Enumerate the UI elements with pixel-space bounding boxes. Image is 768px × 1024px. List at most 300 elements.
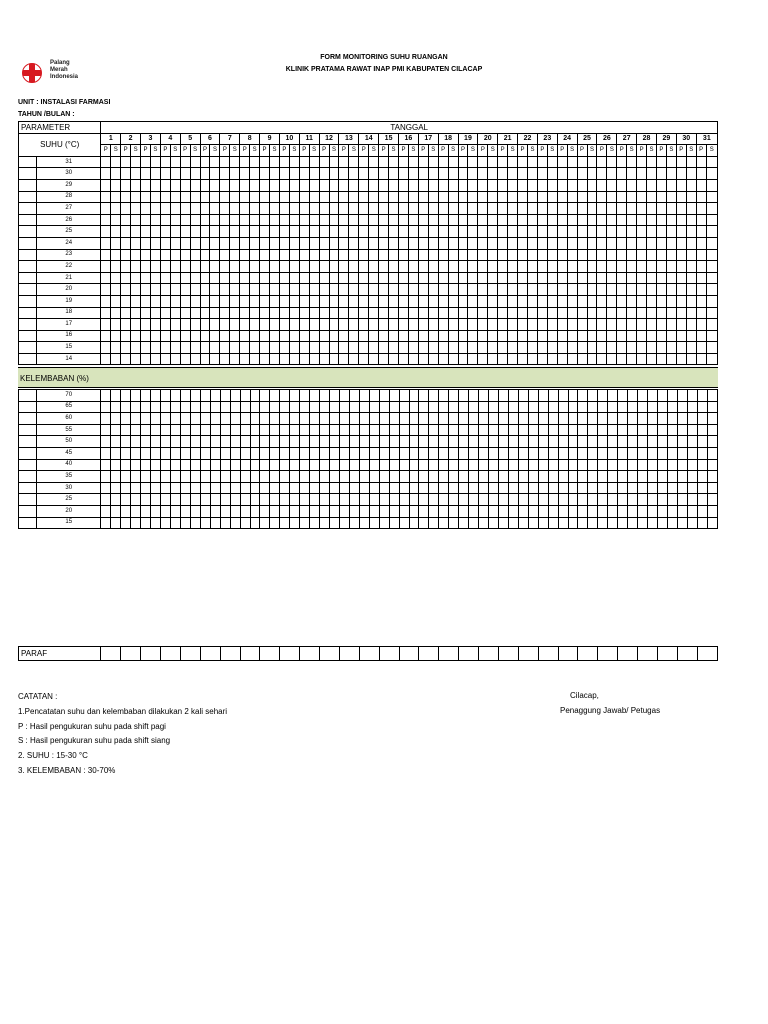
entry-cell[interactable]: [121, 179, 131, 191]
entry-cell[interactable]: [310, 482, 320, 494]
entry-cell[interactable]: [448, 191, 458, 203]
entry-cell[interactable]: [170, 203, 180, 215]
entry-cell[interactable]: [150, 295, 160, 307]
entry-cell[interactable]: [568, 482, 578, 494]
entry-cell[interactable]: [528, 517, 538, 529]
entry-cell[interactable]: [101, 226, 111, 238]
entry-cell[interactable]: [607, 214, 617, 226]
entry-cell[interactable]: [349, 482, 359, 494]
entry-cell[interactable]: [408, 249, 418, 261]
entry-cell[interactable]: [618, 390, 628, 402]
entry-cell[interactable]: [200, 226, 210, 238]
entry-cell[interactable]: [696, 295, 706, 307]
entry-cell[interactable]: [428, 203, 438, 215]
entry-cell[interactable]: [627, 319, 637, 331]
entry-cell[interactable]: [150, 307, 160, 319]
entry-cell[interactable]: [399, 191, 409, 203]
entry-cell[interactable]: [329, 272, 339, 284]
entry-cell[interactable]: [518, 353, 528, 365]
entry-cell[interactable]: [448, 179, 458, 191]
entry-cell[interactable]: [369, 214, 379, 226]
entry-cell[interactable]: [369, 436, 379, 448]
entry-cell[interactable]: [578, 401, 588, 413]
entry-cell[interactable]: [408, 261, 418, 273]
entry-cell[interactable]: [300, 471, 310, 483]
paraf-cell[interactable]: [578, 647, 598, 661]
entry-cell[interactable]: [657, 471, 667, 483]
entry-cell[interactable]: [408, 214, 418, 226]
entry-cell[interactable]: [498, 471, 508, 483]
entry-cell[interactable]: [369, 261, 379, 273]
entry-cell[interactable]: [171, 494, 181, 506]
entry-cell[interactable]: [587, 237, 597, 249]
entry-cell[interactable]: [429, 517, 439, 529]
entry-cell[interactable]: [677, 447, 687, 459]
entry-cell[interactable]: [429, 471, 439, 483]
entry-cell[interactable]: [339, 249, 349, 261]
entry-cell[interactable]: [101, 307, 111, 319]
entry-cell[interactable]: [617, 179, 627, 191]
entry-cell[interactable]: [330, 471, 340, 483]
paraf-cell[interactable]: [419, 647, 439, 661]
entry-cell[interactable]: [638, 482, 648, 494]
entry-cell[interactable]: [508, 261, 518, 273]
entry-cell[interactable]: [408, 272, 418, 284]
entry-cell[interactable]: [568, 459, 578, 471]
entry-cell[interactable]: [250, 459, 260, 471]
entry-cell[interactable]: [608, 436, 618, 448]
entry-cell[interactable]: [240, 471, 250, 483]
entry-cell[interactable]: [230, 424, 240, 436]
entry-cell[interactable]: [369, 295, 379, 307]
entry-cell[interactable]: [527, 319, 537, 331]
entry-cell[interactable]: [240, 214, 250, 226]
entry-cell[interactable]: [588, 424, 598, 436]
entry-cell[interactable]: [190, 342, 200, 354]
entry-cell[interactable]: [121, 307, 131, 319]
entry-cell[interactable]: [190, 226, 200, 238]
entry-cell[interactable]: [141, 447, 151, 459]
entry-cell[interactable]: [170, 272, 180, 284]
entry-cell[interactable]: [330, 505, 340, 517]
entry-cell[interactable]: [151, 471, 161, 483]
entry-cell[interactable]: [707, 459, 717, 471]
entry-cell[interactable]: [409, 401, 419, 413]
entry-cell[interactable]: [666, 203, 676, 215]
entry-cell[interactable]: [180, 226, 190, 238]
entry-cell[interactable]: [399, 471, 409, 483]
entry-cell[interactable]: [627, 249, 637, 261]
entry-cell[interactable]: [567, 284, 577, 296]
entry-cell[interactable]: [190, 353, 200, 365]
entry-cell[interactable]: [617, 168, 627, 180]
entry-cell[interactable]: [686, 156, 696, 168]
entry-cell[interactable]: [151, 390, 161, 402]
entry-cell[interactable]: [707, 517, 717, 529]
entry-cell[interactable]: [270, 494, 280, 506]
entry-cell[interactable]: [389, 214, 399, 226]
entry-cell[interactable]: [330, 424, 340, 436]
entry-cell[interactable]: [479, 505, 489, 517]
entry-cell[interactable]: [567, 330, 577, 342]
entry-cell[interactable]: [459, 424, 469, 436]
entry-cell[interactable]: [121, 319, 131, 331]
entry-cell[interactable]: [141, 156, 151, 168]
entry-cell[interactable]: [339, 295, 349, 307]
entry-cell[interactable]: [418, 214, 428, 226]
entry-cell[interactable]: [160, 226, 170, 238]
entry-cell[interactable]: [479, 413, 489, 425]
entry-cell[interactable]: [597, 168, 607, 180]
entry-cell[interactable]: [270, 249, 280, 261]
entry-cell[interactable]: [557, 284, 567, 296]
entry-cell[interactable]: [696, 168, 706, 180]
entry-cell[interactable]: [270, 156, 280, 168]
entry-cell[interactable]: [369, 505, 379, 517]
entry-cell[interactable]: [379, 342, 389, 354]
entry-cell[interactable]: [627, 284, 637, 296]
entry-cell[interactable]: [479, 447, 489, 459]
entry-cell[interactable]: [121, 413, 131, 425]
entry-cell[interactable]: [438, 295, 448, 307]
entry-cell[interactable]: [299, 203, 309, 215]
entry-cell[interactable]: [697, 447, 707, 459]
entry-cell[interactable]: [687, 459, 697, 471]
entry-cell[interactable]: [101, 168, 111, 180]
entry-cell[interactable]: [260, 424, 270, 436]
entry-cell[interactable]: [339, 179, 349, 191]
entry-cell[interactable]: [290, 482, 300, 494]
entry-cell[interactable]: [329, 342, 339, 354]
entry-cell[interactable]: [250, 191, 260, 203]
entry-cell[interactable]: [111, 342, 121, 354]
entry-cell[interactable]: [150, 203, 160, 215]
entry-cell[interactable]: [220, 284, 230, 296]
entry-cell[interactable]: [389, 156, 399, 168]
entry-cell[interactable]: [676, 295, 686, 307]
entry-cell[interactable]: [468, 179, 478, 191]
entry-cell[interactable]: [627, 342, 637, 354]
entry-cell[interactable]: [607, 203, 617, 215]
entry-cell[interactable]: [359, 237, 369, 249]
entry-cell[interactable]: [677, 482, 687, 494]
entry-cell[interactable]: [230, 226, 240, 238]
entry-cell[interactable]: [379, 307, 389, 319]
entry-cell[interactable]: [627, 307, 637, 319]
entry-cell[interactable]: [617, 353, 627, 365]
entry-cell[interactable]: [161, 401, 171, 413]
entry-cell[interactable]: [279, 330, 289, 342]
entry-cell[interactable]: [250, 307, 260, 319]
entry-cell[interactable]: [171, 471, 181, 483]
entry-cell[interactable]: [369, 179, 379, 191]
entry-cell[interactable]: [230, 237, 240, 249]
entry-cell[interactable]: [706, 203, 717, 215]
entry-cell[interactable]: [260, 517, 270, 529]
entry-cell[interactable]: [399, 482, 409, 494]
entry-cell[interactable]: [240, 424, 250, 436]
entry-cell[interactable]: [448, 342, 458, 354]
entry-cell[interactable]: [290, 390, 300, 402]
entry-cell[interactable]: [200, 459, 210, 471]
entry-cell[interactable]: [250, 284, 260, 296]
entry-cell[interactable]: [557, 353, 567, 365]
entry-cell[interactable]: [567, 295, 577, 307]
entry-cell[interactable]: [518, 214, 528, 226]
entry-cell[interactable]: [429, 424, 439, 436]
entry-cell[interactable]: [637, 330, 647, 342]
entry-cell[interactable]: [389, 401, 399, 413]
entry-cell[interactable]: [369, 307, 379, 319]
entry-cell[interactable]: [676, 272, 686, 284]
entry-cell[interactable]: [190, 517, 200, 529]
entry-cell[interactable]: [489, 459, 499, 471]
entry-cell[interactable]: [319, 179, 329, 191]
entry-cell[interactable]: [220, 353, 230, 365]
entry-cell[interactable]: [528, 401, 538, 413]
entry-cell[interactable]: [468, 261, 478, 273]
entry-cell[interactable]: [647, 214, 657, 226]
entry-cell[interactable]: [299, 191, 309, 203]
entry-cell[interactable]: [299, 249, 309, 261]
entry-cell[interactable]: [548, 390, 558, 402]
entry-cell[interactable]: [250, 401, 260, 413]
entry-cell[interactable]: [300, 459, 310, 471]
entry-cell[interactable]: [379, 494, 389, 506]
entry-cell[interactable]: [299, 307, 309, 319]
entry-cell[interactable]: [170, 295, 180, 307]
entry-cell[interactable]: [537, 226, 547, 238]
entry-cell[interactable]: [469, 424, 479, 436]
entry-cell[interactable]: [618, 459, 628, 471]
entry-cell[interactable]: [101, 179, 111, 191]
entry-cell[interactable]: [498, 295, 508, 307]
entry-cell[interactable]: [428, 307, 438, 319]
entry-cell[interactable]: [548, 459, 558, 471]
entry-cell[interactable]: [260, 226, 270, 238]
entry-cell[interactable]: [438, 272, 448, 284]
entry-cell[interactable]: [200, 330, 210, 342]
entry-cell[interactable]: [389, 249, 399, 261]
entry-cell[interactable]: [647, 261, 657, 273]
entry-cell[interactable]: [289, 272, 299, 284]
entry-cell[interactable]: [339, 342, 349, 354]
entry-cell[interactable]: [707, 390, 717, 402]
entry-cell[interactable]: [459, 517, 469, 529]
entry-cell[interactable]: [666, 156, 676, 168]
entry-cell[interactable]: [250, 168, 260, 180]
entry-cell[interactable]: [171, 482, 181, 494]
entry-cell[interactable]: [527, 272, 537, 284]
entry-cell[interactable]: [448, 156, 458, 168]
entry-cell[interactable]: [379, 168, 389, 180]
entry-cell[interactable]: [508, 307, 518, 319]
entry-cell[interactable]: [319, 203, 329, 215]
entry-cell[interactable]: [478, 237, 488, 249]
entry-cell[interactable]: [419, 424, 429, 436]
entry-cell[interactable]: [438, 179, 448, 191]
entry-cell[interactable]: [369, 342, 379, 354]
entry-cell[interactable]: [200, 272, 210, 284]
entry-cell[interactable]: [518, 424, 528, 436]
entry-cell[interactable]: [686, 342, 696, 354]
entry-cell[interactable]: [537, 295, 547, 307]
entry-cell[interactable]: [339, 436, 349, 448]
paraf-cell[interactable]: [339, 647, 359, 661]
entry-cell[interactable]: [250, 517, 260, 529]
entry-cell[interactable]: [438, 249, 448, 261]
entry-cell[interactable]: [399, 179, 409, 191]
entry-cell[interactable]: [537, 353, 547, 365]
entry-cell[interactable]: [101, 517, 111, 529]
entry-cell[interactable]: [439, 390, 449, 402]
entry-cell[interactable]: [567, 203, 577, 215]
entry-cell[interactable]: [498, 272, 508, 284]
entry-cell[interactable]: [111, 447, 121, 459]
entry-cell[interactable]: [290, 447, 300, 459]
entry-cell[interactable]: [230, 447, 240, 459]
entry-cell[interactable]: [111, 168, 121, 180]
entry-cell[interactable]: [418, 237, 428, 249]
entry-cell[interactable]: [319, 237, 329, 249]
entry-cell[interactable]: [210, 471, 220, 483]
entry-cell[interactable]: [608, 494, 618, 506]
entry-cell[interactable]: [557, 295, 567, 307]
entry-cell[interactable]: [180, 203, 190, 215]
entry-cell[interactable]: [637, 214, 647, 226]
entry-cell[interactable]: [657, 424, 667, 436]
entry-cell[interactable]: [131, 390, 141, 402]
entry-cell[interactable]: [547, 203, 557, 215]
entry-cell[interactable]: [200, 517, 210, 529]
entry-cell[interactable]: [310, 390, 320, 402]
entry-cell[interactable]: [567, 226, 577, 238]
entry-cell[interactable]: [676, 237, 686, 249]
entry-cell[interactable]: [319, 330, 329, 342]
entry-cell[interactable]: [389, 272, 399, 284]
entry-cell[interactable]: [598, 459, 608, 471]
entry-cell[interactable]: [111, 203, 121, 215]
entry-cell[interactable]: [578, 471, 588, 483]
entry-cell[interactable]: [697, 517, 707, 529]
entry-cell[interactable]: [419, 401, 429, 413]
entry-cell[interactable]: [458, 342, 468, 354]
entry-cell[interactable]: [141, 482, 151, 494]
entry-cell[interactable]: [260, 342, 270, 354]
entry-cell[interactable]: [240, 459, 250, 471]
entry-cell[interactable]: [706, 284, 717, 296]
entry-cell[interactable]: [518, 156, 528, 168]
entry-cell[interactable]: [608, 390, 618, 402]
entry-cell[interactable]: [538, 401, 548, 413]
entry-cell[interactable]: [498, 401, 508, 413]
entry-cell[interactable]: [508, 436, 518, 448]
entry-cell[interactable]: [389, 284, 399, 296]
entry-cell[interactable]: [349, 471, 359, 483]
entry-cell[interactable]: [577, 203, 587, 215]
entry-cell[interactable]: [637, 272, 647, 284]
entry-cell[interactable]: [656, 226, 666, 238]
entry-cell[interactable]: [607, 156, 617, 168]
entry-cell[interactable]: [389, 447, 399, 459]
entry-cell[interactable]: [707, 447, 717, 459]
entry-cell[interactable]: [577, 156, 587, 168]
entry-cell[interactable]: [260, 249, 270, 261]
entry-cell[interactable]: [628, 505, 638, 517]
entry-cell[interactable]: [408, 342, 418, 354]
entry-cell[interactable]: [547, 179, 557, 191]
entry-cell[interactable]: [489, 482, 499, 494]
entry-cell[interactable]: [707, 401, 717, 413]
entry-cell[interactable]: [170, 237, 180, 249]
entry-cell[interactable]: [399, 203, 409, 215]
entry-cell[interactable]: [329, 214, 339, 226]
entry-cell[interactable]: [667, 494, 677, 506]
entry-cell[interactable]: [587, 319, 597, 331]
entry-cell[interactable]: [280, 494, 290, 506]
entry-cell[interactable]: [567, 214, 577, 226]
entry-cell[interactable]: [518, 307, 528, 319]
entry-cell[interactable]: [111, 214, 121, 226]
entry-cell[interactable]: [389, 482, 399, 494]
entry-cell[interactable]: [666, 307, 676, 319]
entry-cell[interactable]: [369, 401, 379, 413]
entry-cell[interactable]: [537, 307, 547, 319]
entry-cell[interactable]: [667, 401, 677, 413]
entry-cell[interactable]: [320, 390, 330, 402]
entry-cell[interactable]: [280, 471, 290, 483]
entry-cell[interactable]: [537, 330, 547, 342]
entry-cell[interactable]: [121, 342, 131, 354]
entry-cell[interactable]: [260, 261, 270, 273]
entry-cell[interactable]: [121, 156, 131, 168]
entry-cell[interactable]: [468, 353, 478, 365]
entry-cell[interactable]: [667, 424, 677, 436]
entry-cell[interactable]: [379, 226, 389, 238]
entry-cell[interactable]: [141, 390, 151, 402]
entry-cell[interactable]: [280, 447, 290, 459]
entry-cell[interactable]: [458, 319, 468, 331]
entry-cell[interactable]: [190, 390, 200, 402]
entry-cell[interactable]: [508, 401, 518, 413]
entry-cell[interactable]: [330, 436, 340, 448]
entry-cell[interactable]: [568, 517, 578, 529]
entry-cell[interactable]: [419, 517, 429, 529]
entry-cell[interactable]: [151, 482, 161, 494]
entry-cell[interactable]: [280, 401, 290, 413]
entry-cell[interactable]: [230, 353, 240, 365]
entry-cell[interactable]: [399, 494, 409, 506]
entry-cell[interactable]: [449, 494, 459, 506]
entry-cell[interactable]: [438, 191, 448, 203]
entry-cell[interactable]: [141, 307, 151, 319]
entry-cell[interactable]: [210, 390, 220, 402]
entry-cell[interactable]: [617, 319, 627, 331]
entry-cell[interactable]: [131, 342, 141, 354]
entry-cell[interactable]: [557, 226, 567, 238]
entry-cell[interactable]: [409, 471, 419, 483]
entry-cell[interactable]: [686, 214, 696, 226]
entry-cell[interactable]: [369, 413, 379, 425]
entry-cell[interactable]: [121, 436, 131, 448]
entry-cell[interactable]: [220, 261, 230, 273]
entry-cell[interactable]: [656, 156, 666, 168]
entry-cell[interactable]: [666, 272, 676, 284]
entry-cell[interactable]: [518, 330, 528, 342]
entry-cell[interactable]: [279, 353, 289, 365]
entry-cell[interactable]: [131, 517, 141, 529]
entry-cell[interactable]: [408, 179, 418, 191]
